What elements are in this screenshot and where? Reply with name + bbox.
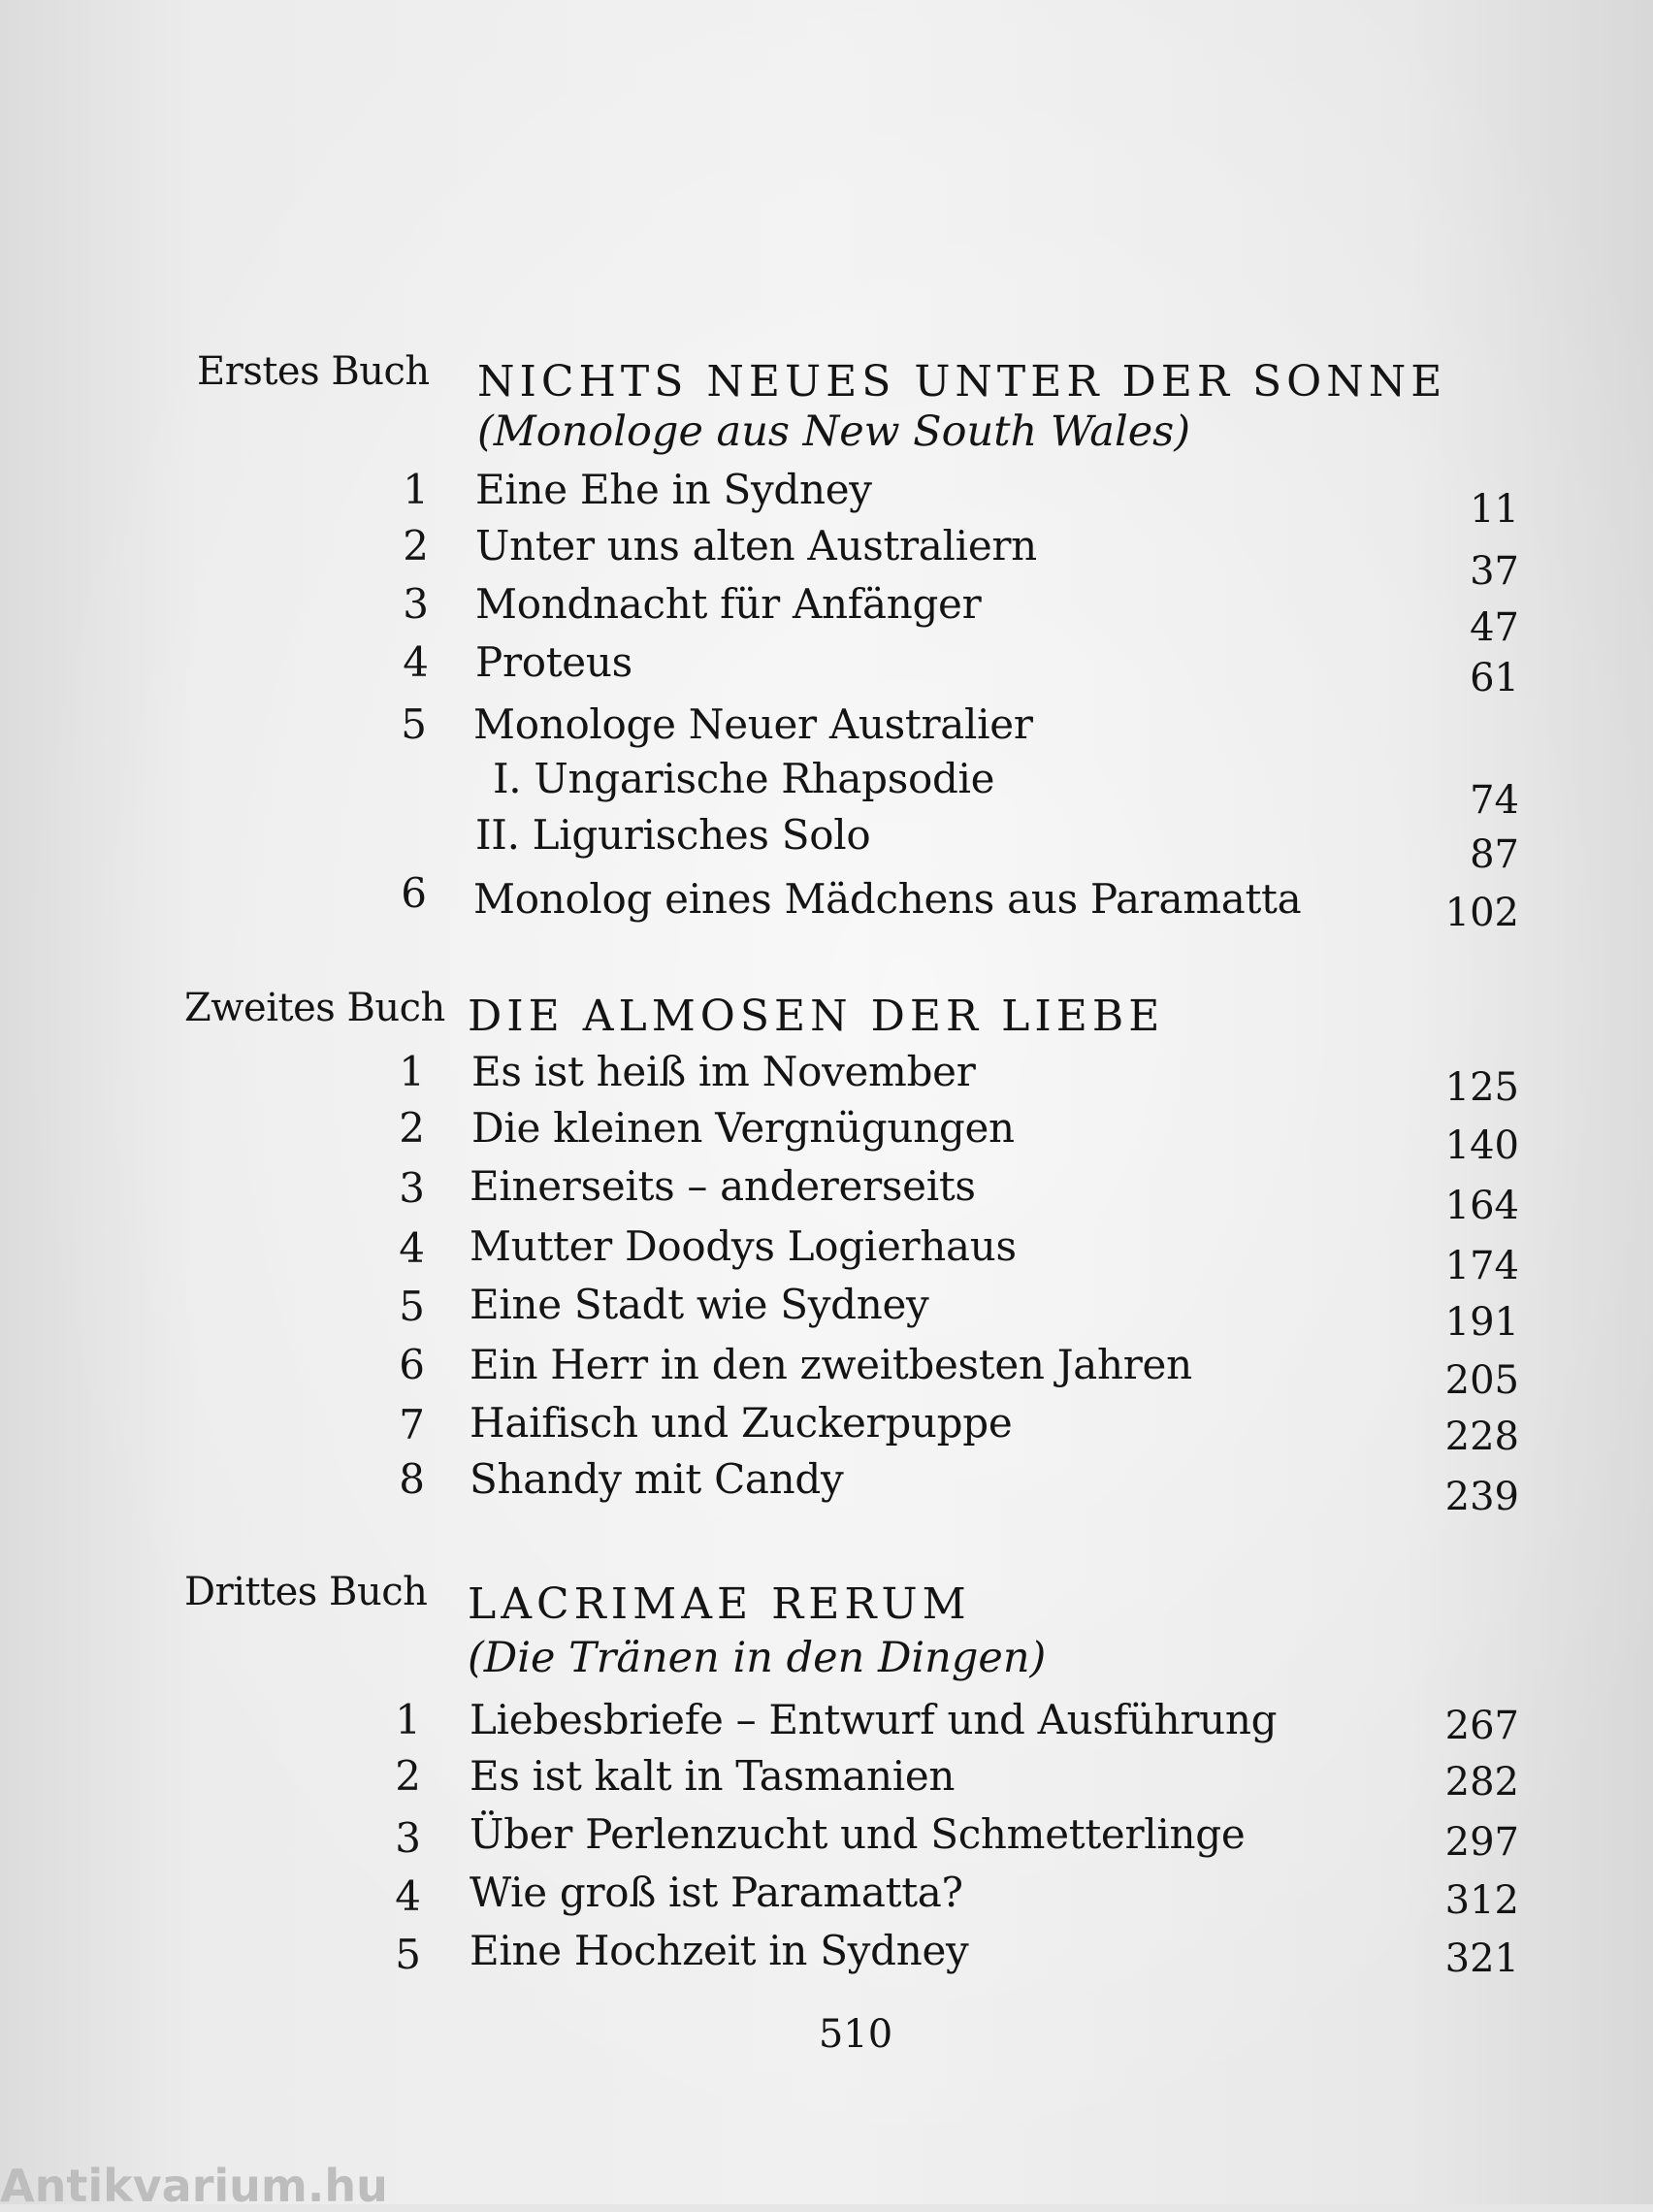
entry-number: 1	[403, 466, 429, 513]
entry-page: 321	[1444, 1936, 1519, 1981]
entry-page: 282	[1444, 1760, 1519, 1805]
entry-page: 228	[1444, 1415, 1519, 1459]
entry-page: 205	[1444, 1358, 1519, 1403]
entry-title: Unter uns alten Australiern	[475, 522, 1037, 569]
entry-number: 2	[399, 1104, 425, 1152]
entry-number: 1	[399, 1048, 425, 1095]
entry-title: Shandy mit Candy	[470, 1455, 844, 1503]
entry-number: 2	[403, 522, 429, 569]
entry-number: 5	[395, 1931, 421, 1978]
entry-number: 4	[395, 1872, 421, 1920]
page-folio: 510	[818, 2012, 893, 2057]
entry-page: 239	[1444, 1475, 1519, 1519]
entry-page: 297	[1444, 1820, 1519, 1865]
watermark: Antikvarium.hu	[0, 2160, 388, 2212]
entry-page: 11	[1470, 487, 1519, 532]
book-label-1: Erstes Buch	[197, 349, 430, 394]
entry-title: Einerseits – andererseits	[470, 1162, 976, 1210]
entry-title: Liebesbriefe – Entwurf und Ausführung	[470, 1696, 1278, 1743]
entry-title: Über Perlenzucht und Schmetterlinge	[470, 1810, 1246, 1858]
entry-page: 87	[1470, 832, 1519, 877]
entry-title: Mondnacht für Anfänger	[475, 580, 982, 628]
book-label-3: Drittes Buch	[184, 1570, 428, 1614]
entry-title: Eine Stadt wie Sydney	[470, 1281, 929, 1328]
entry-number: 1	[395, 1696, 421, 1743]
entry-number: 3	[395, 1814, 421, 1862]
entry-title: Mutter Doodys Logierhaus	[470, 1222, 1017, 1270]
entry-subtitle: I. Ungarische Rhapsodie	[493, 755, 995, 802]
entry-title: Die kleinen Vergnügungen	[471, 1104, 1015, 1152]
entry-page: 164	[1444, 1184, 1519, 1228]
entry-page: 312	[1444, 1878, 1519, 1923]
entry-page: 267	[1444, 1704, 1519, 1748]
entry-number: 6	[399, 1341, 425, 1388]
entry-title: Es ist kalt in Tasmanien	[470, 1752, 956, 1800]
entry-number: 4	[403, 638, 429, 686]
entry-number: 4	[399, 1224, 425, 1272]
entry-title: Eine Ehe in Sydney	[475, 466, 872, 513]
entry-number: 7	[399, 1401, 425, 1448]
book-title-3: LACRIMAE RERUM	[468, 1579, 971, 1629]
entry-number: 5	[401, 700, 427, 748]
entry-page: 74	[1470, 778, 1519, 823]
entry-title: Wie groß ist Paramatta?	[470, 1869, 963, 1916]
entry-number: 8	[399, 1455, 425, 1503]
entry-page: 102	[1444, 891, 1519, 935]
book-title-2: DIE ALMOSEN DER LIEBE	[468, 992, 1165, 1041]
entry-title: Haifisch und Zuckerpuppe	[470, 1399, 1013, 1447]
entry-subtitle: II. Ligurisches Solo	[475, 811, 871, 859]
entry-title: Eine Hochzeit in Sydney	[470, 1927, 969, 1974]
entry-title: Ein Herr in den zweitbesten Jahren	[470, 1341, 1192, 1388]
book-title-1: NICHTS NEUES UNTER DER SONNE	[477, 357, 1447, 407]
entry-number: 6	[401, 869, 427, 917]
book-subtitle-1: (Monologe aus New South Wales)	[477, 407, 1190, 456]
entry-page: 37	[1470, 549, 1519, 594]
entry-title: Monologe Neuer Australier	[473, 700, 1033, 748]
entry-number: 5	[399, 1283, 425, 1330]
entry-page: 140	[1444, 1123, 1519, 1168]
entry-page: 61	[1470, 656, 1519, 700]
entry-title: Es ist heiß im November	[471, 1048, 976, 1095]
entry-page: 174	[1444, 1244, 1519, 1288]
entry-title: Monolog eines Mädchens aus Paramatta	[473, 875, 1302, 923]
entry-page: 191	[1444, 1300, 1519, 1345]
book-subtitle-3: (Die Tränen in den Dingen)	[468, 1634, 1047, 1682]
entry-number: 3	[399, 1164, 425, 1212]
entry-title: Proteus	[475, 638, 632, 686]
entry-page: 47	[1470, 605, 1519, 650]
entry-number: 2	[395, 1752, 421, 1800]
entry-number: 3	[403, 580, 429, 628]
entry-page: 125	[1444, 1065, 1519, 1110]
book-label-2: Zweites Buch	[184, 986, 445, 1030]
